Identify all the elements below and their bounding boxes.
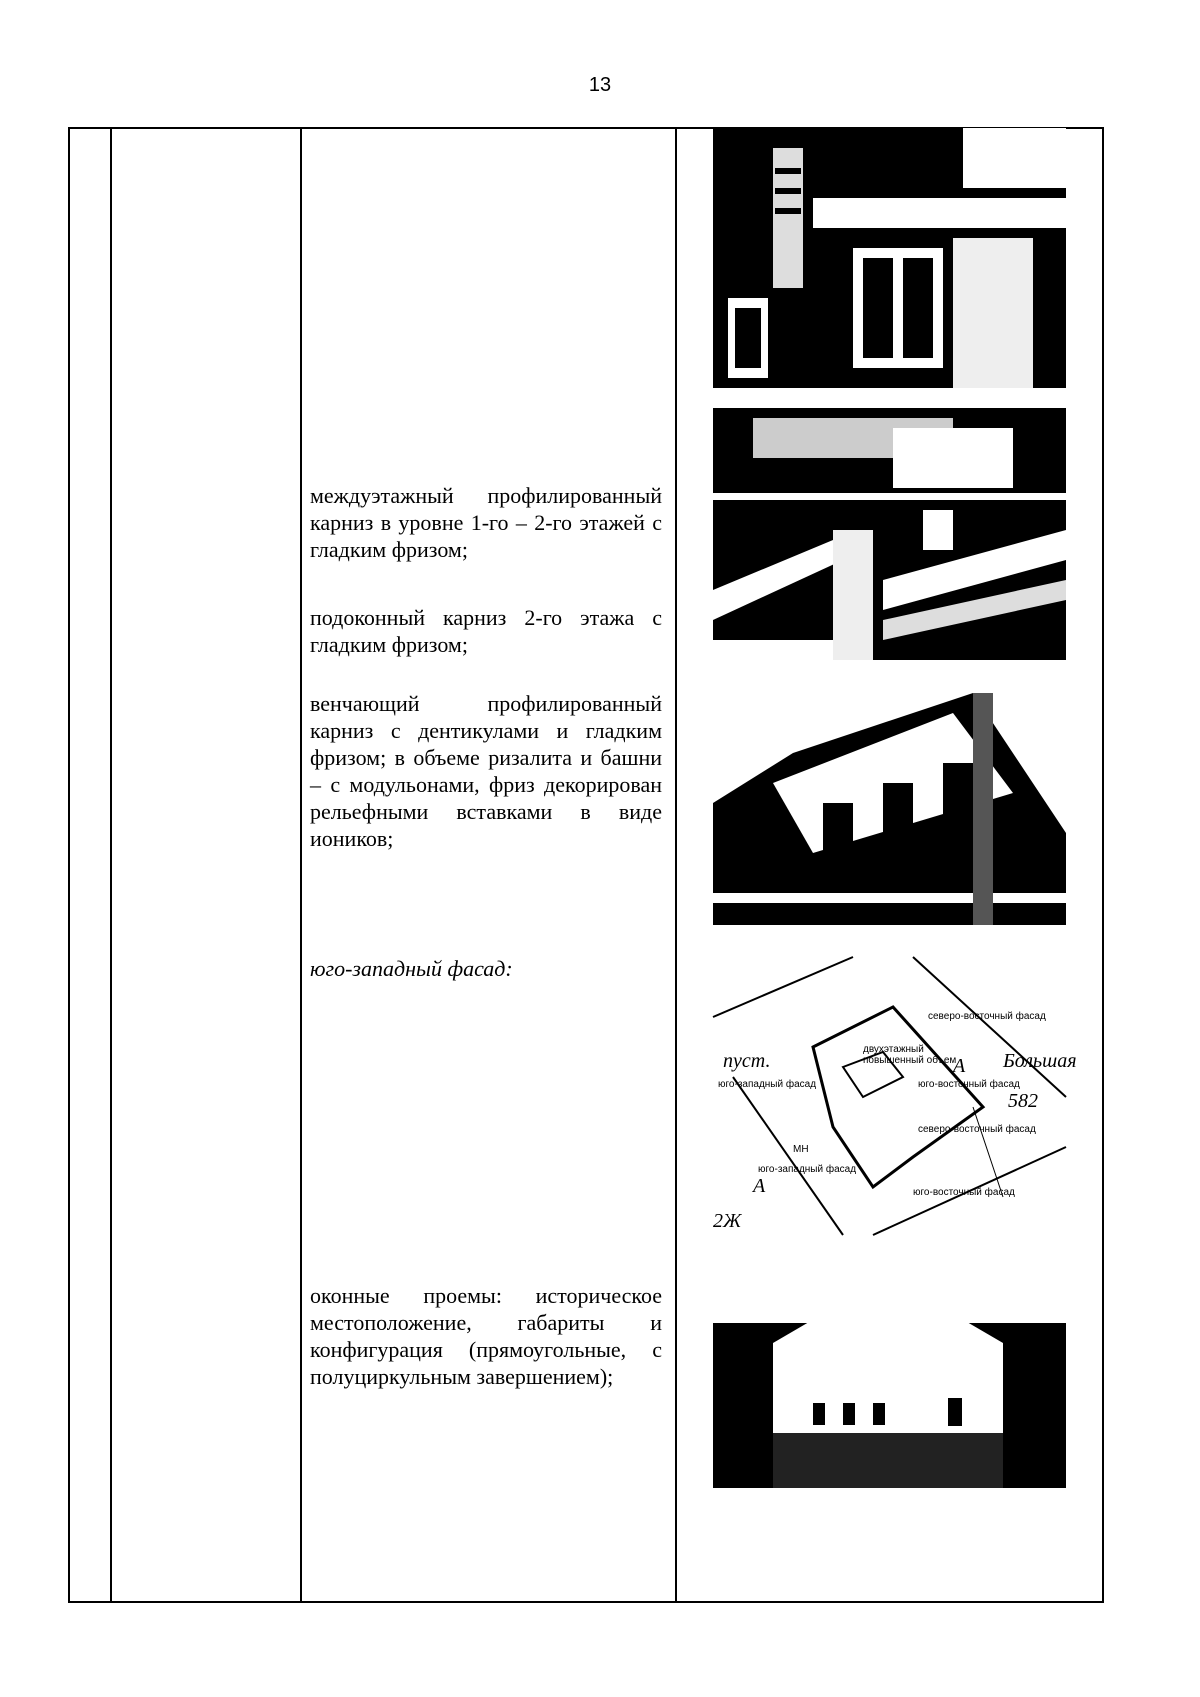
map-label-zh: 2Ж: [713, 1210, 742, 1232]
map-label-se-facade-top: юго-восточный фасад: [918, 1079, 1020, 1090]
photo-courtyard-facade: [713, 1283, 1066, 1488]
table-column-divider: [300, 129, 302, 1601]
description-interfloor-cornice: междуэтажный профилированный карниз в уровне 1-го – 2-го этажей с гладким фризом;: [310, 483, 662, 562]
map-label-letter-a: А: [953, 1055, 966, 1077]
description-sw-facade: юго-западный фасад:: [310, 956, 513, 981]
photo-crowning-cornice: [713, 693, 1066, 925]
page-number: 13: [588, 74, 612, 96]
photo-cornice-detail: [713, 500, 1066, 660]
map-label-raised-volume: повышенный объем: [863, 1055, 957, 1066]
description-sill-cornice: подоконный карниз 2-го этажа с гладким фризом;: [310, 605, 662, 657]
map-label-sw-facade-bottom: юго-западный фасад: [758, 1164, 857, 1175]
table-column-divider: [110, 129, 112, 1601]
map-label-letter-a: А: [753, 1175, 766, 1197]
map-label-mn: МН: [793, 1144, 809, 1155]
map-label-house-number: 582: [1008, 1090, 1038, 1112]
description-window-openings: оконные проемы: историческое местоположение, габариты и конфигурация (прямоугольные, с полуциркульным завершением);: [310, 1283, 662, 1389]
map-label-pust: пуст.: [723, 1050, 771, 1072]
map-label-ne-facade: северо-восточный фасад: [928, 1011, 1046, 1022]
photo-facade-tower: [713, 128, 1066, 493]
map-label-sw-facade-top: юго-западный фасад: [718, 1079, 817, 1090]
map-label-se-facade-bottom: юго-восточный фасад: [913, 1187, 1015, 1198]
table-column-divider: [675, 129, 677, 1601]
description-crowning-cornice: венчающий профилированный карниз с дентикулами и гладким фризом; в объеме ризалита и башни – с модульонами, фриз декорирован рельефными вставками в виде иоников;: [310, 691, 662, 851]
site-plan-map: [713, 957, 1077, 1235]
map-label-street: Большая: [1003, 1050, 1077, 1072]
map-label-two-storey: двухэтажный: [863, 1044, 924, 1055]
map-label-ne-facade-mid: северо-восточный фасад: [918, 1124, 1036, 1135]
